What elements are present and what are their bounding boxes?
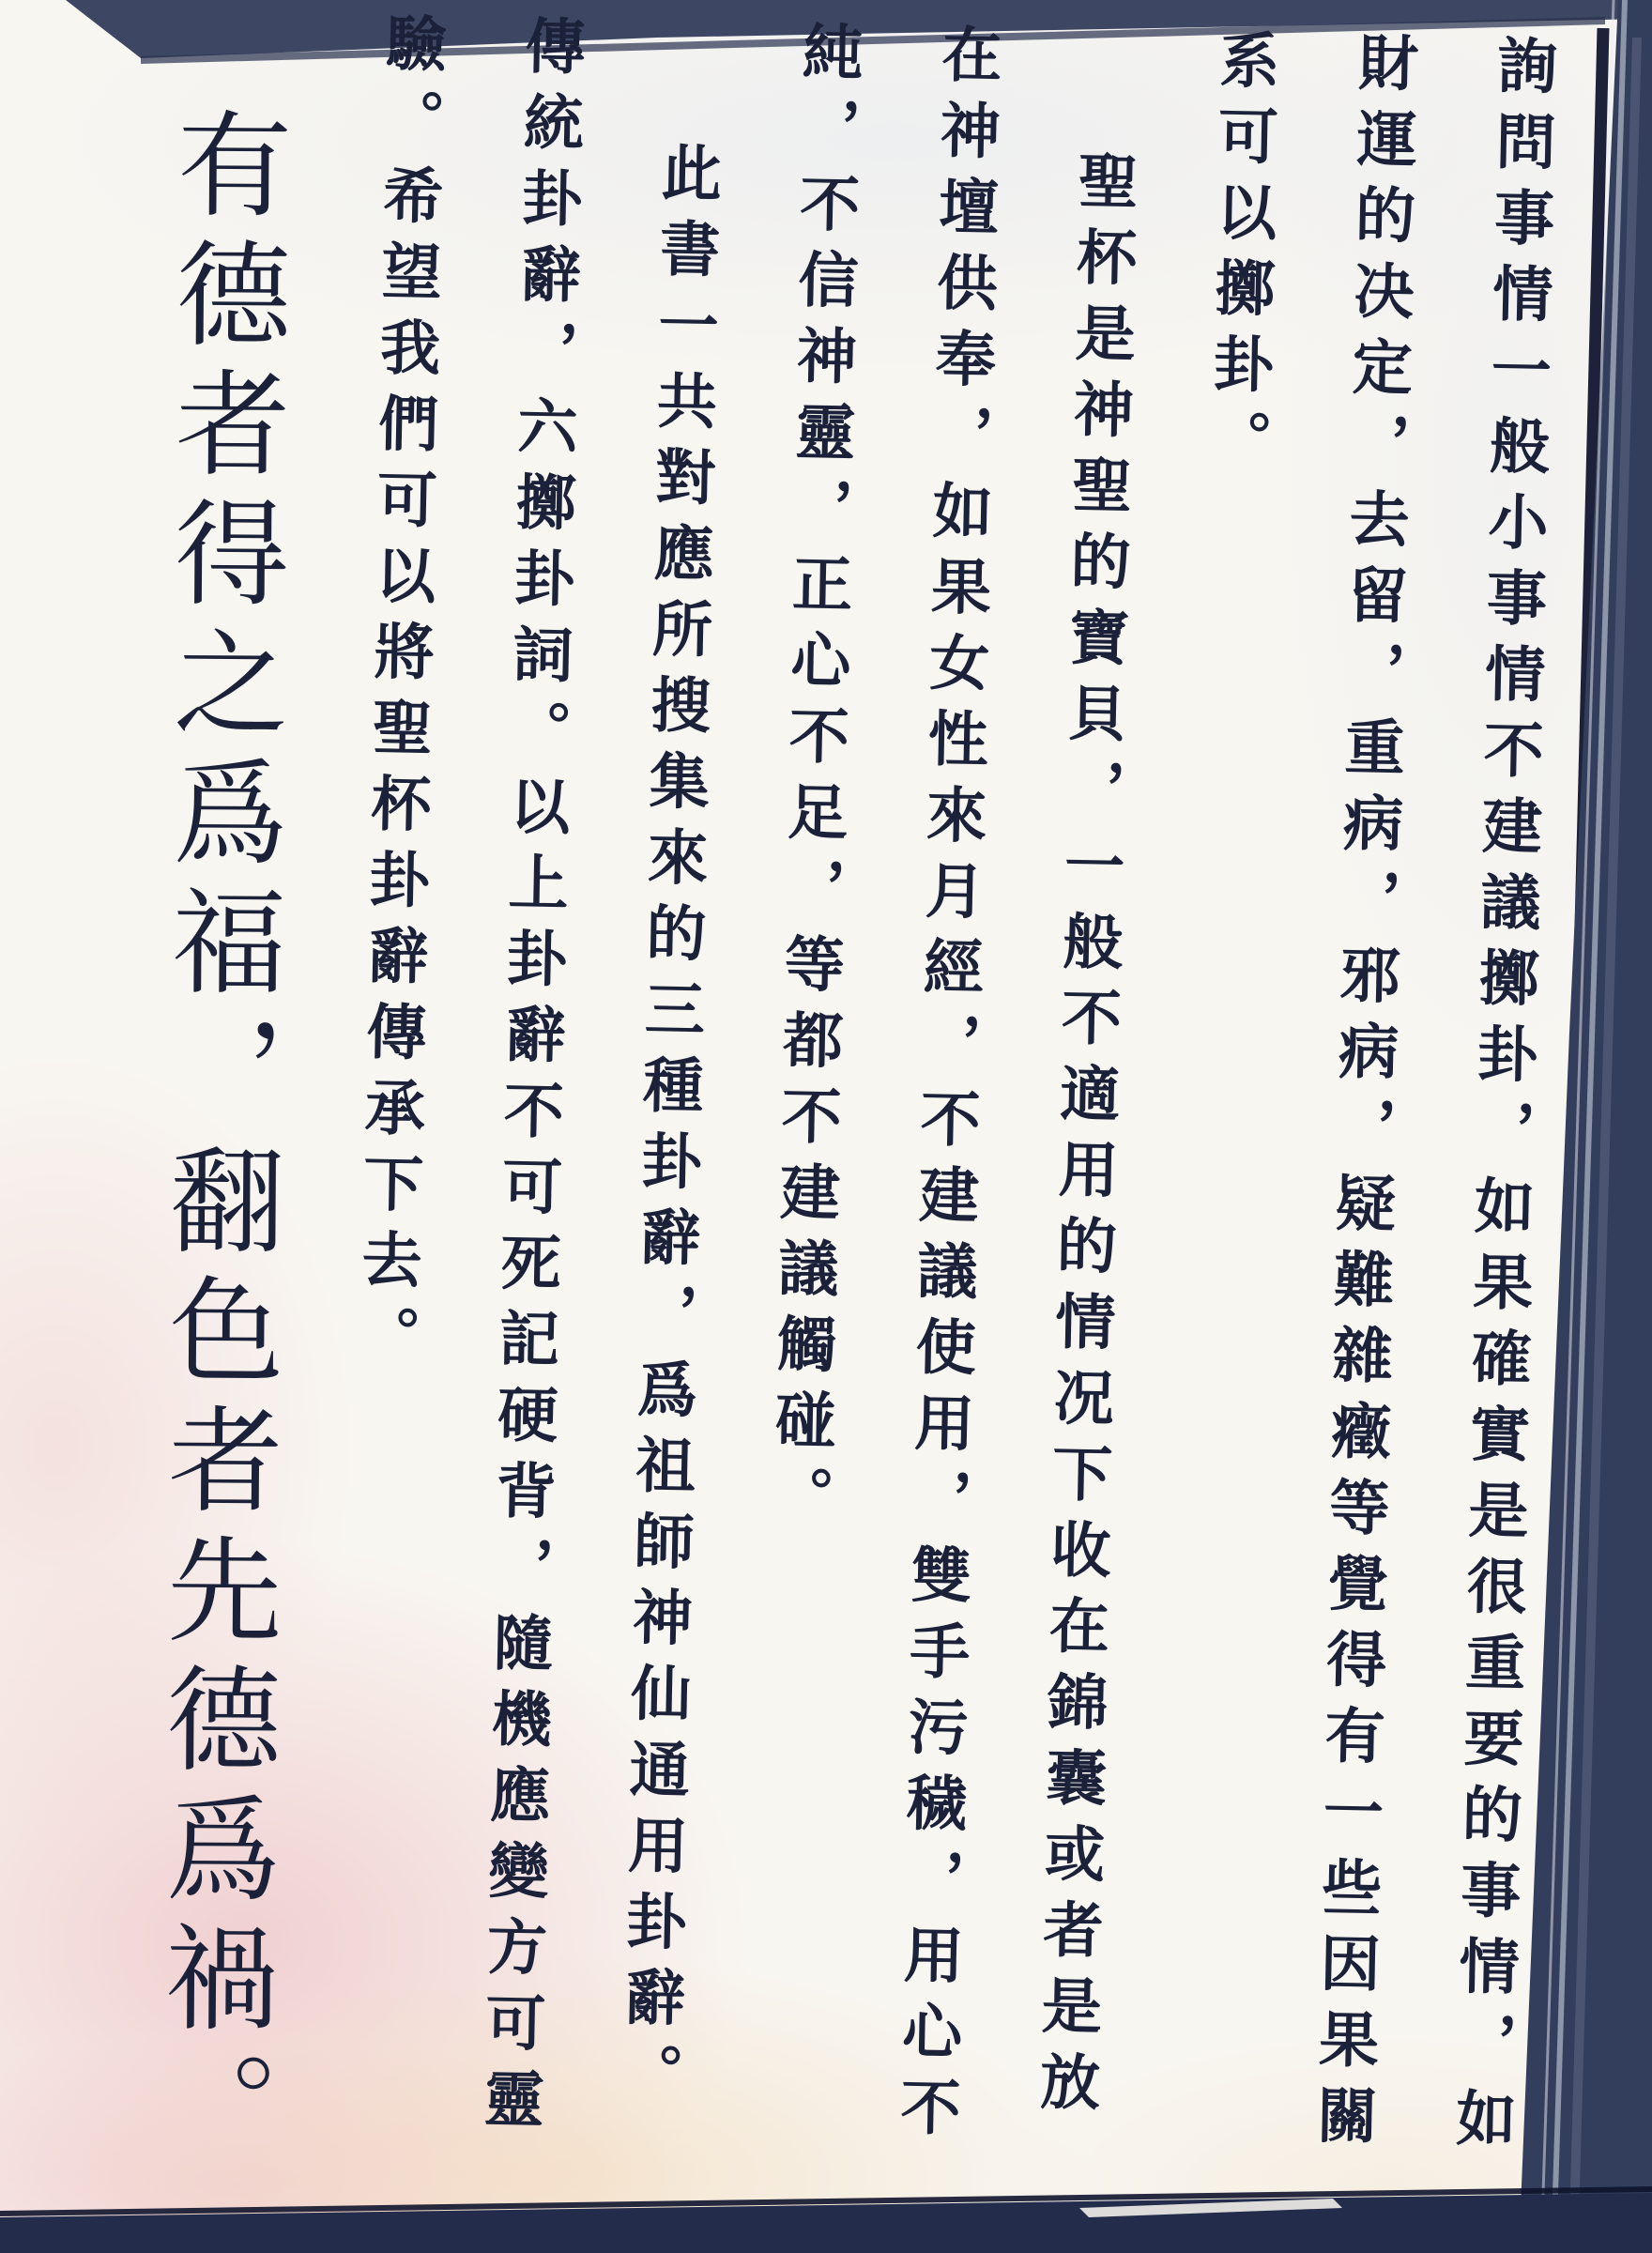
body-text — [298, 10, 1592, 2250]
text-column: 財運的决定，去留，重病，邪病，疑難雜癥等覺得有一些因果關 — [1308, 30, 1418, 2161]
text-column: 純，不信神靈，正心不足，等都不建議觸碰。 — [764, 19, 863, 1542]
text-column: 傳統卦辭，六擲卦詞。以上卦辭不可死記硬背，隨機應變方可靈 — [474, 14, 585, 2144]
text-column: 在神壇供奉，如果女性來月經，不建議使用，雙手污穢，用心不 — [891, 22, 1002, 2153]
text-column: 此書一共對應所搜集來的三種卦辭，爲祖師神仙通用卦辭。 — [614, 140, 721, 2119]
text-column: 驗。希望我們可以將聖杯卦辭傳承下去。 — [350, 11, 446, 1382]
text-column: 聖杯是神聖的寶貝，一般不適用的情况下收在錦囊或者是放 — [1031, 148, 1138, 2127]
text-column: 系可以擲卦。 — [1202, 27, 1279, 486]
seal-script-column: 有德者得之爲福，翻色者先德爲禍。 — [145, 104, 287, 2179]
text-column: 詢問事情一般小事情不建議擲卦，如果確實是很重要的事情，如 — [1446, 33, 1557, 2164]
